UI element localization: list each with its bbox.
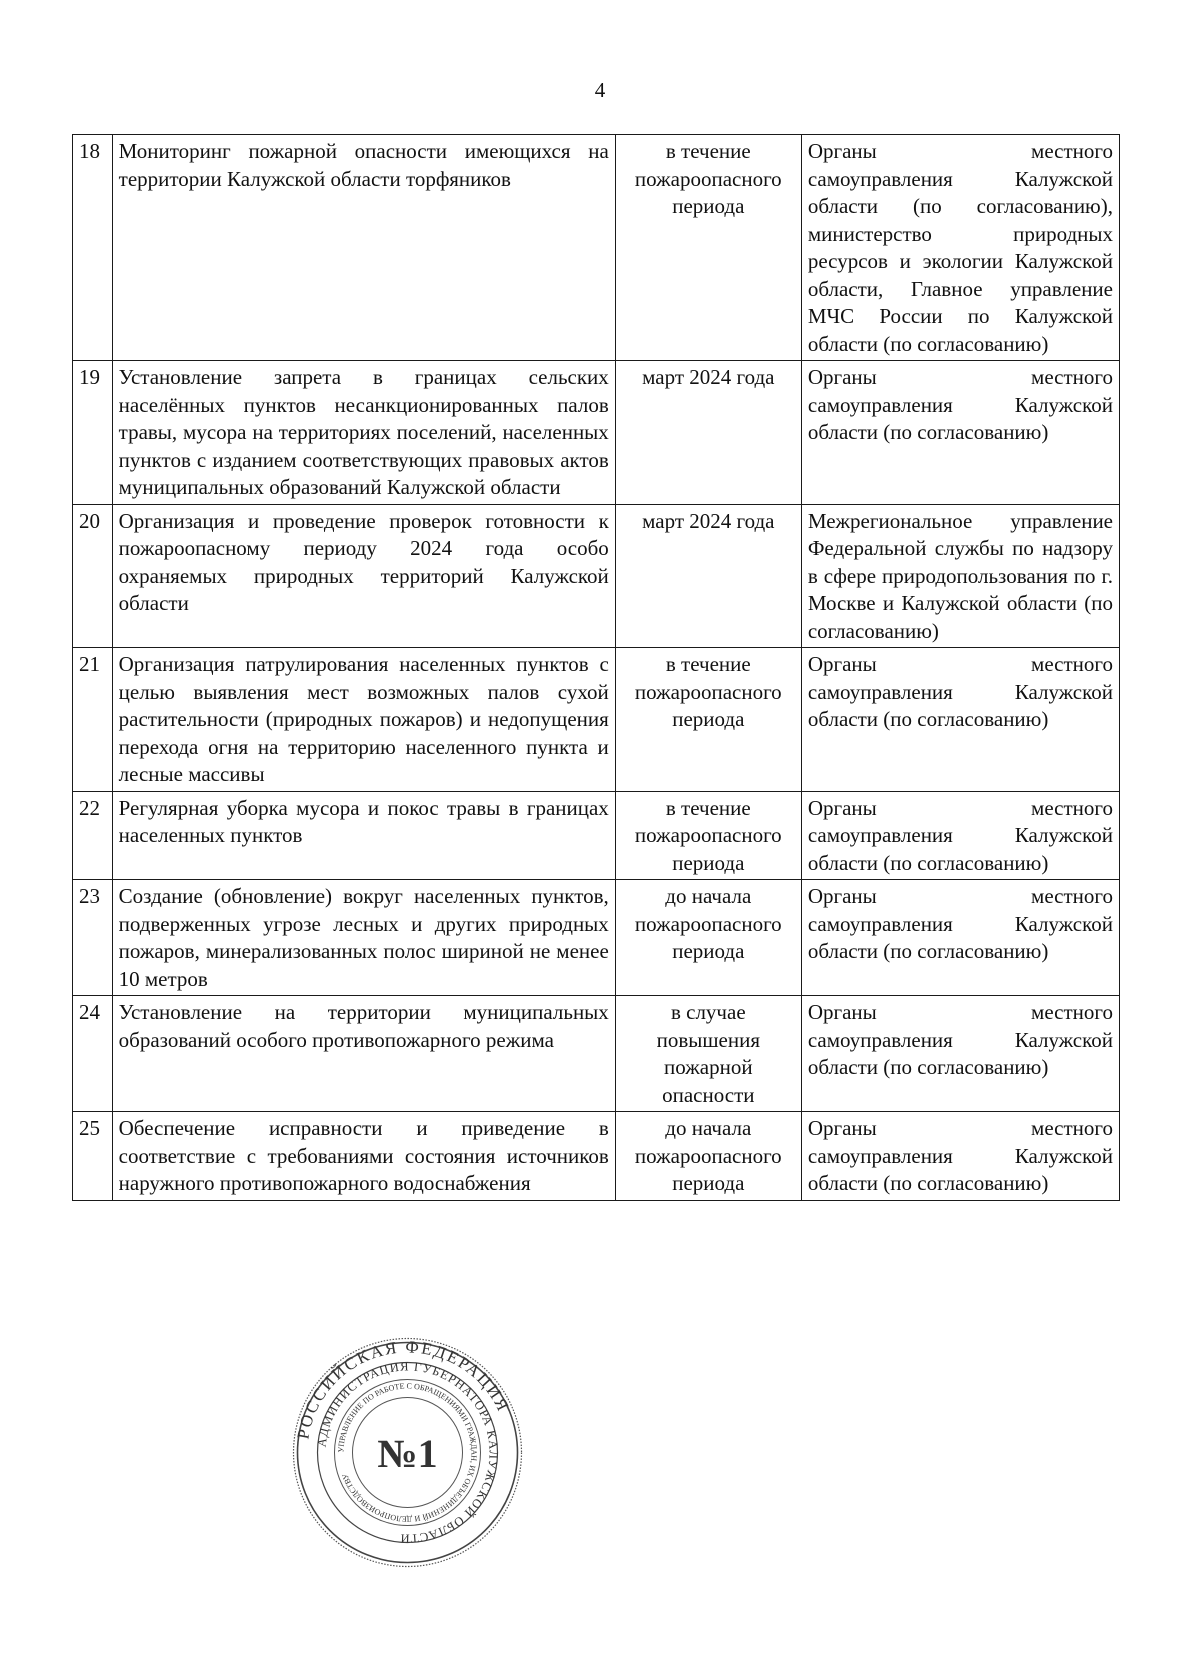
term-cell: в течение пожароопасного периода [615,791,801,880]
seal-outer-text: РОССИЙСКАЯ ФЕДЕРАЦИЯ [293,1337,514,1441]
term-cell: до начала пожароопасного периода [615,1112,801,1201]
action-cell: Установление запрета в границах сельских населённых пунктов несанкционированных палов травы, мусора на территориях поселений, населенных пунктов с изданием соответствующих правовых актов муниципальных образований Калужской области [112,361,615,505]
responsible-cell: Межрегиональное управление Федеральной службы по надзору в сфере природопользования по г. Москве и Калужской области (по согласованию) [801,504,1119,648]
responsible-cell: Органы местного самоуправления Калужской области (по согласованию) [801,996,1119,1112]
term-cell: до начала пожароопасного периода [615,880,801,996]
term-cell: в случае повышения пожарной опасности [615,996,801,1112]
action-cell: Установление на территории муниципальных образований особого противопожарного режима [112,996,615,1112]
table-row [73,1112,1120,1201]
action-cell: Создание (обновление) вокруг населенных пунктов, подверженных угрозе лесных и других природных пожаров, минерализованных полос шириной не менее 10 метров [112,880,615,996]
row-number: 20 [73,504,113,648]
row-number: 21 [73,648,113,792]
term-cell: март 2024 года [615,504,801,648]
row-number: 18 [73,135,113,361]
official-seal [290,1335,525,1570]
row-number: 22 [73,791,113,880]
row-number: 23 [73,880,113,996]
term-cell: март 2024 года [615,361,801,505]
responsible-cell: Органы местного самоуправления Калужской области (по согласованию) [801,791,1119,880]
responsible-cell: Органы местного самоуправления Калужской области (по согласованию) [801,1112,1119,1201]
table-row [73,504,1120,648]
seal-inner-text: УПРАВЛЕНИЕ ПО РАБОТЕ С ОБРАЩЕНИЯМИ ГРАЖДАН, ИХ ОБЪЕДИНЕНИЙ И ДЕЛОПРОИЗВОДСТВУ [336,1381,479,1524]
term-cell: в течение пожароопасного периода [615,135,801,361]
row-number: 24 [73,996,113,1112]
table-row [73,648,1120,792]
responsible-cell: Органы местного самоуправления Калужской области (по согласованию) [801,648,1119,792]
action-cell: Регулярная уборка мусора и покос травы в границах населенных пунктов [112,791,615,880]
responsible-cell: Органы местного самоуправления Калужской области (по согласованию), министерство природных ресурсов и экологии Калужской области, Главное управление МЧС России по Калужской области (по согласованию) [801,135,1119,361]
seal-ring-text: АДМИНИСТРАЦИЯ ГУБЕРНАТОРА КАЛУЖСКОЙ ОБЛАСТИ [314,1359,501,1546]
row-number: 19 [73,361,113,505]
table-row [73,135,1120,361]
table-row [73,996,1120,1112]
action-cell: Обеспечение исправности и приведение в соответствие с требованиями состояния источников наружного противопожарного водоснабжения [112,1112,615,1201]
action-cell: Мониторинг пожарной опасности имеющихся на территории Калужской области торфяников [112,135,615,361]
page-number: 4 [594,78,606,102]
row-number: 25 [73,1112,113,1201]
seal-center-number: №1 [377,1431,438,1476]
table-row [73,361,1120,505]
action-cell: Организация и проведение проверок готовности к пожароопасному периоду 2024 года особо охраняемых природных территорий Калужской области [112,504,615,648]
term-cell: в течение пожароопасного периода [615,648,801,792]
responsible-cell: Органы местного самоуправления Калужской области (по согласованию) [801,880,1119,996]
action-cell: Организация патрулирования населенных пунктов с целью выявления мест возможных палов сухой растительности (природных пожаров) и недопущения перехода огня на территорию населенного пункта и лесные массивы [112,648,615,792]
table-row [73,880,1120,996]
table-row [73,791,1120,880]
responsible-cell: Органы местного самоуправления Калужской области (по согласованию) [801,361,1119,505]
measures-table [72,134,1120,1201]
